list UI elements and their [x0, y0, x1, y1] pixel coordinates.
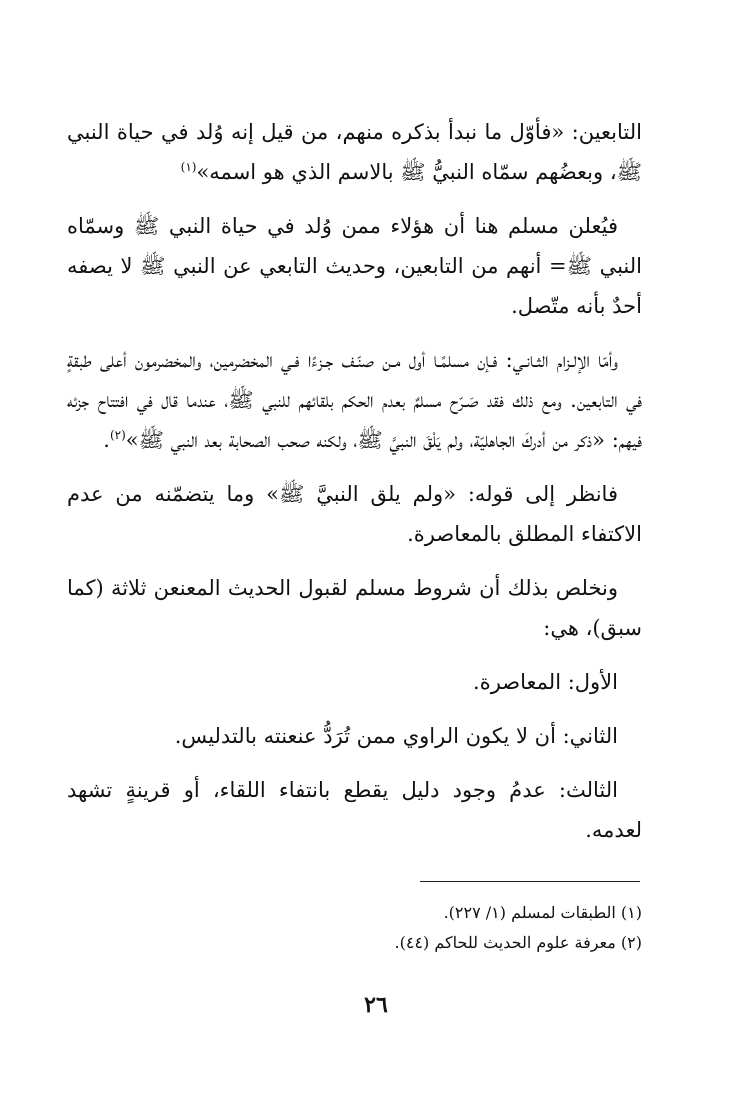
footnote-divider: [420, 881, 640, 882]
footnote-marker: (٢): [109, 428, 126, 442]
list-item-first: [67, 662, 642, 702]
paragraph-2: [67, 206, 642, 326]
footnote-marker: (١): [180, 160, 197, 174]
paragraph-text: ونخلص بذلك أن شروط مسلم لقبول الحديث المعنعن ثلاثة (كما سبق)، هي:: [67, 576, 642, 640]
paragraph-text: الأول: المعاصرة.: [473, 670, 618, 694]
paragraph-text: التابعين: «فأوّل ما نبدأ بذكره منهم، من قيل إنه وُلد في حياة النبي ﷺ، وبعضُهم سمّاه النبيُّ ﷺ بالاسم الذي هو اسمه»: [67, 120, 642, 184]
paragraph-text: الثاني: أن لا يكون الراوي ممن تُرَدُّ عنعنته بالتدليس.: [174, 724, 618, 748]
paragraph-text: وأمّا الإلـزام الثـانـي: فـإن مسلمًـا أول مـن صنّـف جـزءًا فـي المخضرمين، والمخضرمون أعلى طبقةٍ في التابعين. ومع ذلك فقد صَـرّح مسلمٌ بعدم الحكم بلقائهم للنبي ﷺ، عندما قال في افتتاح جزئه فيهم: «ذكر من أدركَ الجاهليّة، ولم يَلْقَ النبيَّ ﷺ، ولكنه صحب الصحابة بعد النبي ﷺ»: [67, 348, 642, 452]
footnotes: [67, 898, 642, 958]
paragraph-1: [67, 112, 642, 192]
list-item-second: [67, 716, 642, 756]
paragraph-5: [67, 568, 642, 648]
paragraph-text: فيُعلن مسلم هنا أن هؤلاء ممن وُلد في حياة النبي ﷺ وسمّاه النبي ﷺ= أنهم من التابعين، وحديث التابعي عن النبي ﷺ لا يصفه أحدٌ بأنه متّصل.: [67, 214, 642, 318]
footnote-2: (٢) معرفة علوم الحديث للحاكم (٤٤).: [394, 933, 642, 952]
paragraph-text: فانظر إلى قوله: «ولم يلق النبيَّ ﷺ» وما يتضمّنه من عدم الاكتفاء المطلق بالمعاصرة.: [67, 482, 642, 546]
footnote-1: (١) الطبقات لمسلم (١/ ٢٢٧).: [443, 903, 642, 922]
list-item-third: [67, 770, 642, 850]
paragraph-tail: .: [103, 428, 110, 452]
paragraph-4: [67, 474, 642, 554]
main-text: [67, 112, 642, 864]
page-number: ٢٦: [364, 992, 388, 1018]
paragraph-3: [67, 340, 642, 460]
paragraph-text: الثالث: عدمُ وجود دليل يقطع بانتفاء اللقاء، أو قرينةٍ تشهد لعدمه.: [67, 778, 642, 842]
